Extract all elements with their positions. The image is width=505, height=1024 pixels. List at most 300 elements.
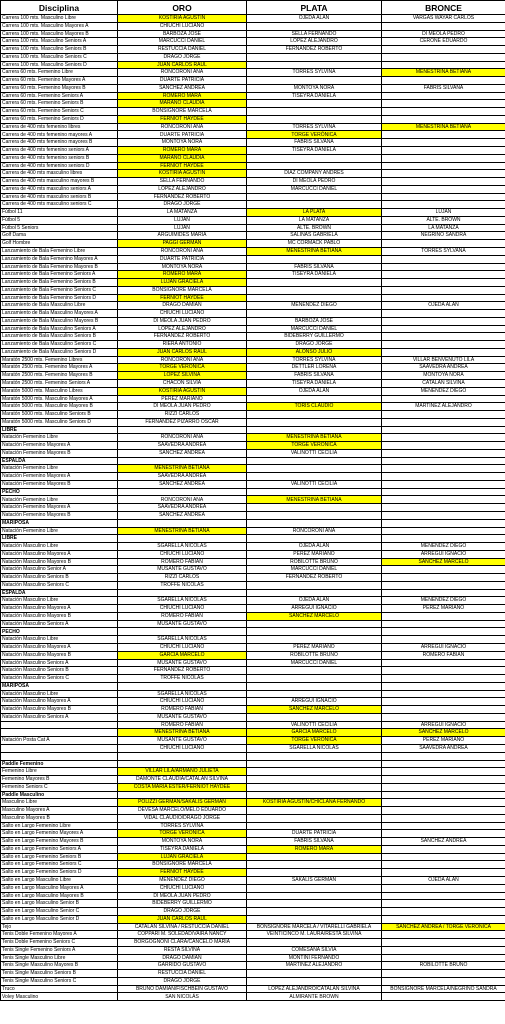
gold-cell: DI MEOLA JUAN PEDRO	[118, 403, 247, 411]
gold-cell	[118, 457, 247, 465]
gold-cell: DRAGO JORGE	[118, 977, 247, 985]
bronze-cell	[382, 690, 505, 698]
silver-cell: TISEYRA DANIELA	[247, 271, 382, 279]
discipline-cell: Lanzamiento de Bala Femenino Seniors C	[1, 286, 118, 294]
discipline-cell: Carrera 100 mts. Masculino Libre	[1, 15, 118, 23]
discipline-cell: Lanzamiento de Bala Masculino Mayores B	[1, 317, 118, 325]
discipline-cell: Carrera de 400 mts femenino seniors D	[1, 162, 118, 170]
discipline-cell: Salto en Largo Femenino Seniors B	[1, 853, 118, 861]
silver-cell: TISEYRA DANIELA	[247, 379, 382, 387]
gold-cell: KOSTIRIA AGUSTIN	[118, 387, 247, 395]
bronze-cell	[382, 333, 505, 341]
silver-cell	[247, 310, 382, 318]
silver-cell: MARCUCCI DANIEL	[247, 566, 382, 574]
silver-cell: ALTE. BROWN	[247, 224, 382, 232]
table-row	[1, 970, 505, 978]
table-row	[1, 69, 505, 77]
gold-cell: DRAGO DAMIÁN	[118, 954, 247, 962]
table-row	[1, 364, 505, 372]
silver-cell: VALINOTTI CECILIA	[247, 480, 382, 488]
silver-cell	[247, 418, 382, 426]
gold-cell: POLIZZI GERMÁN/SAKALIS GERMÁN	[118, 799, 247, 807]
discipline-cell: ESPALDA	[1, 589, 118, 597]
bronze-cell	[382, 861, 505, 869]
bronze-cell	[382, 822, 505, 830]
bronze-cell	[382, 154, 505, 162]
bronze-cell	[382, 201, 505, 209]
gold-cell: MARANO CLAUDIA	[118, 154, 247, 162]
bronze-cell	[382, 341, 505, 349]
gold-cell	[118, 760, 247, 768]
discipline-cell: Maratón 2500 mts. Femenino Mayores A	[1, 364, 118, 372]
gold-cell: ROMERO FABIÁN	[118, 706, 247, 714]
bronze-cell	[382, 535, 505, 543]
gold-cell: LUJÁN	[118, 216, 247, 224]
bronze-cell	[382, 667, 505, 675]
discipline-cell: Paddle Masculino	[1, 791, 118, 799]
table-row	[1, 853, 505, 861]
discipline-cell: Salto en Largo Masculino Libre	[1, 876, 118, 884]
bronze-cell: ARREGUI IGNACIO	[382, 644, 505, 652]
discipline-cell: Lanzamiento de Bala Femenino Mayores B	[1, 263, 118, 271]
gold-cell: FERNANDEZ PIZARRO OSCAR	[118, 418, 247, 426]
table-row	[1, 279, 505, 287]
table-row	[1, 255, 505, 263]
silver-cell	[247, 193, 382, 201]
silver-cell	[247, 636, 382, 644]
silver-cell: FERNANDEZ ROBERTO	[247, 574, 382, 582]
discipline-cell: Natación Femenino Libre	[1, 465, 118, 473]
gold-cell: MUSANTE GUSTAVO	[118, 737, 247, 745]
silver-cell	[247, 869, 382, 877]
gold-cell: LOPEZ ALEJANDRO	[118, 325, 247, 333]
table-row	[1, 612, 505, 620]
section-header-row	[1, 535, 505, 543]
table-row	[1, 333, 505, 341]
table-row	[1, 799, 505, 807]
discipline-cell: Carrera 100 mts. Masculino Seniors B	[1, 46, 118, 54]
discipline-cell: Maratón 2500 mts. Femenino Mayores B	[1, 372, 118, 380]
section-header-row	[1, 628, 505, 636]
header-bronze: BRONCE	[382, 1, 505, 15]
gold-cell: DRAGO JORGE	[118, 201, 247, 209]
silver-cell	[247, 682, 382, 690]
table-row	[1, 558, 505, 566]
table-row	[1, 108, 505, 116]
bronze-cell	[382, 115, 505, 123]
gold-cell: SANCHEZ ANDREA	[118, 512, 247, 520]
gold-cell	[118, 426, 247, 434]
table-row	[1, 822, 505, 830]
silver-cell: BONSIGNORE MARCELA / VITARELLI GABRIELA	[247, 923, 382, 931]
discipline-cell: PECHO	[1, 488, 118, 496]
silver-cell: MENESTRINA BETIANA	[247, 496, 382, 504]
bronze-cell	[382, 294, 505, 302]
bronze-cell	[382, 271, 505, 279]
silver-cell: SGARELLA NICOLÁS	[247, 744, 382, 752]
table-row	[1, 434, 505, 442]
bronze-cell	[382, 581, 505, 589]
bronze-cell	[382, 900, 505, 908]
gold-cell: SANCHEZ ANDREA	[118, 449, 247, 457]
discipline-cell: Tenis Doble Femenino Seniors C	[1, 939, 118, 947]
table-row	[1, 597, 505, 605]
gold-cell: FERNIOT HAYDEE	[118, 294, 247, 302]
discipline-cell: LIBRE	[1, 426, 118, 434]
silver-cell	[247, 791, 382, 799]
table-row	[1, 411, 505, 419]
silver-cell: TISEYRA DANIELA	[247, 92, 382, 100]
discipline-cell: Salto en Largo Femenino Mayores B	[1, 838, 118, 846]
table-row	[1, 768, 505, 776]
bronze-cell: SANCHEZ MARCELO	[382, 729, 505, 737]
silver-cell: MARTINEZ ALEJANDRO	[247, 962, 382, 970]
discipline-cell: Salto en Largo Masculino Senior B	[1, 900, 118, 908]
bronze-cell: LUJÁN	[382, 209, 505, 217]
silver-cell: DIAZ COMPANY ANDRÉS	[247, 170, 382, 178]
bronze-cell	[382, 480, 505, 488]
gold-cell: MONTOYA NORA	[118, 139, 247, 147]
table-row	[1, 892, 505, 900]
bronze-cell	[382, 442, 505, 450]
gold-cell: MUSANTE GUSTAVO	[118, 659, 247, 667]
bronze-cell	[382, 61, 505, 69]
discipline-cell: Tenis Single Masculino Seniors B	[1, 970, 118, 978]
discipline-cell: Natación Femenino Mayores A	[1, 442, 118, 450]
bronze-cell	[382, 791, 505, 799]
gold-cell: RESTA SILVINA	[118, 946, 247, 954]
silver-cell	[247, 884, 382, 892]
gold-cell	[118, 752, 247, 760]
gold-cell: BORGOGNONI CLARA/CANCELO MARÍA	[118, 939, 247, 947]
bronze-cell: ARREGUI IGNACIO	[382, 550, 505, 558]
table-row	[1, 310, 505, 318]
bronze-cell	[382, 512, 505, 520]
gold-cell: DAMONTE CLAUDIA/CATALAN SILVINA	[118, 776, 247, 784]
bronze-cell: MARTINEZ ALEJANDRO	[382, 403, 505, 411]
silver-cell	[247, 667, 382, 675]
bronze-cell	[382, 946, 505, 954]
gold-cell: DI MEOLA JUAN PEDRO	[118, 892, 247, 900]
silver-cell: DUARTE PATRICIA	[247, 830, 382, 838]
discipline-cell: Natación Masculino Seniors C	[1, 675, 118, 683]
bronze-cell	[382, 954, 505, 962]
gold-cell: TORGE VERÓNICA	[118, 830, 247, 838]
gold-cell	[118, 628, 247, 636]
discipline-cell: Carrera 60 mts. Femenino Libre	[1, 69, 118, 77]
discipline-cell: Maratón 5000 mts. Masculino Seniors D	[1, 418, 118, 426]
table-row	[1, 939, 505, 947]
discipline-cell: Natación Femenino Mayores A	[1, 473, 118, 481]
bronze-cell	[382, 574, 505, 582]
gold-cell: KOSTIRIA AGUSTIN	[118, 15, 247, 23]
gold-cell	[118, 488, 247, 496]
silver-cell	[247, 861, 382, 869]
discipline-cell: Lanzamiento de Bala Masculino Mayores A	[1, 310, 118, 318]
bronze-cell	[382, 139, 505, 147]
silver-cell: FABRIS SILVANA	[247, 838, 382, 846]
results-body	[1, 15, 505, 1001]
bronze-cell	[382, 504, 505, 512]
gold-cell: RONCORONI ANA	[118, 356, 247, 364]
bronze-cell	[382, 869, 505, 877]
discipline-cell	[1, 729, 118, 737]
discipline-cell: Tenis Single Femenino Seniors A	[1, 946, 118, 954]
bronze-cell	[382, 682, 505, 690]
discipline-cell: MARIPOSA	[1, 519, 118, 527]
gold-cell: MENESTRINA BETIANA	[118, 729, 247, 737]
gold-cell: DI MEOLA JUAN PEDRO	[118, 317, 247, 325]
gold-cell: ROMERO MARA	[118, 271, 247, 279]
table-row	[1, 170, 505, 178]
table-row	[1, 185, 505, 193]
bronze-cell: SAAVEDRA ANDREA	[382, 744, 505, 752]
gold-cell: DRAGO JORGE	[118, 908, 247, 916]
discipline-cell: Tenis Single Masculino Seniors C	[1, 977, 118, 985]
discipline-cell: Carrera 100 mts. Masculino Seniors C	[1, 53, 118, 61]
bronze-cell: MENENDEZ DIEGO	[382, 387, 505, 395]
silver-cell: OJEDA ALAN	[247, 543, 382, 551]
silver-cell	[247, 512, 382, 520]
bronze-cell	[382, 92, 505, 100]
bronze-cell	[382, 589, 505, 597]
gold-cell: JUAN CARLOS RAUL	[118, 915, 247, 923]
silver-cell: DETTLER LORENA	[247, 364, 382, 372]
discipline-cell: Salto en Largo Femenino Mayores A	[1, 830, 118, 838]
table-row	[1, 651, 505, 659]
discipline-cell: Salto en Largo Femenino Seniors A	[1, 845, 118, 853]
silver-cell	[247, 100, 382, 108]
bronze-cell: OJEDA ALAN	[382, 302, 505, 310]
table-row	[1, 147, 505, 155]
gold-cell: MARCUCCI DANIEL	[118, 38, 247, 46]
discipline-cell: Carrera de 400 mts masculino seniors B	[1, 193, 118, 201]
table-row	[1, 706, 505, 714]
discipline-cell: Masculino Mayores B	[1, 814, 118, 822]
discipline-cell: Carrera de 400 mts masculino libres	[1, 170, 118, 178]
discipline-cell: Lanzamiento de Bala Masculino Seniors A	[1, 325, 118, 333]
table-row	[1, 690, 505, 698]
gold-cell: TROFFE NICOLÁS	[118, 675, 247, 683]
silver-cell	[247, 395, 382, 403]
silver-cell: TORGE VERÓNICA	[247, 131, 382, 139]
bronze-cell	[382, 776, 505, 784]
table-row	[1, 884, 505, 892]
discipline-cell: Natación Femenino Mayores A	[1, 504, 118, 512]
silver-cell: MENESTRINA BETIANA	[247, 247, 382, 255]
gold-cell: CATALAN SILVINA / RESTUCCIA DANIEL	[118, 923, 247, 931]
gold-cell: GARRIDO GUSTAVO	[118, 962, 247, 970]
table-row	[1, 721, 505, 729]
discipline-cell: Fútbol 5 Seniors	[1, 224, 118, 232]
table-row	[1, 240, 505, 248]
bronze-cell	[382, 395, 505, 403]
discipline-cell: Masculino Libre	[1, 799, 118, 807]
table-row	[1, 22, 505, 30]
discipline-cell: Natación Femenino Mayores B	[1, 480, 118, 488]
table-row	[1, 442, 505, 450]
gold-cell: COPPARI M. SOLEDAD/VAIRA NANCY	[118, 931, 247, 939]
bronze-cell	[382, 434, 505, 442]
gold-cell: ARGUIMIDES MARÍA	[118, 232, 247, 240]
silver-cell	[247, 760, 382, 768]
table-row	[1, 993, 505, 1001]
gold-cell: MARANO CLAUDIA	[118, 100, 247, 108]
bronze-cell	[382, 713, 505, 721]
discipline-cell: Natación Masculino Seniors C	[1, 581, 118, 589]
table-row	[1, 838, 505, 846]
silver-cell	[247, 581, 382, 589]
silver-cell	[247, 900, 382, 908]
bronze-cell	[382, 465, 505, 473]
silver-cell: SAKALIS GERMÁN	[247, 876, 382, 884]
silver-cell	[247, 589, 382, 597]
bronze-cell: MENESTRINA BETIANA	[382, 123, 505, 131]
discipline-cell: Carrera de 400 mts masculino seniors C	[1, 201, 118, 209]
bronze-cell: FABRIS SILVANA	[382, 84, 505, 92]
gold-cell: CHACÓN SILVIA	[118, 379, 247, 387]
bronze-cell	[382, 636, 505, 644]
section-header-row	[1, 426, 505, 434]
silver-cell: OJEDA ALAN	[247, 15, 382, 23]
bronze-cell	[382, 659, 505, 667]
gold-cell: PEREZ MARIANO	[118, 395, 247, 403]
header-discipline: Disciplina	[1, 1, 118, 15]
bronze-cell	[382, 317, 505, 325]
gold-cell: RONCORONI ANA	[118, 434, 247, 442]
bronze-cell: VARGAS WAYAR CARLOS	[382, 15, 505, 23]
silver-cell	[247, 473, 382, 481]
bronze-cell: PEREZ MARIANO	[382, 737, 505, 745]
table-row	[1, 325, 505, 333]
table-row	[1, 302, 505, 310]
bronze-cell: TORRES SYLVANA	[382, 247, 505, 255]
gold-cell: SGARELLA NICOLÁS	[118, 636, 247, 644]
discipline-cell: Natación Femenino Libre	[1, 434, 118, 442]
table-row	[1, 504, 505, 512]
table-row	[1, 232, 505, 240]
table-row	[1, 46, 505, 54]
discipline-cell: Tenis Single Masculino Libre	[1, 954, 118, 962]
bronze-cell	[382, 799, 505, 807]
table-row	[1, 977, 505, 985]
bronze-cell	[382, 496, 505, 504]
discipline-cell: Salto en Largo Masculino Mayores B	[1, 892, 118, 900]
table-row	[1, 294, 505, 302]
bronze-cell: VILLAR BENVENUTO LILA	[382, 356, 505, 364]
table-row	[1, 131, 505, 139]
silver-cell	[247, 294, 382, 302]
silver-cell	[247, 822, 382, 830]
bronze-cell	[382, 628, 505, 636]
bronze-cell	[382, 22, 505, 30]
silver-cell: LA MATANZA	[247, 216, 382, 224]
table-row	[1, 341, 505, 349]
bronze-cell	[382, 698, 505, 706]
bronze-cell	[382, 915, 505, 923]
discipline-cell: Femenino Mayores B	[1, 776, 118, 784]
gold-cell: FERNANDEZ ROBERTO	[118, 333, 247, 341]
discipline-cell: Voley Masculino	[1, 993, 118, 1001]
gold-cell: CHIUCHI LUCIANO	[118, 644, 247, 652]
table-row	[1, 38, 505, 46]
table-row	[1, 162, 505, 170]
silver-cell: TORRES SYLVINA	[247, 69, 382, 77]
gold-cell: RESTUCCIA DANIEL	[118, 46, 247, 54]
gold-cell: TORRES SYLVINA	[118, 822, 247, 830]
silver-cell	[247, 970, 382, 978]
silver-cell: ARREGUI IGNACIO	[247, 698, 382, 706]
discipline-cell: Natación Masculino Mayores A	[1, 550, 118, 558]
silver-cell	[247, 675, 382, 683]
discipline-cell: Carrera de 400 mts femenino mayores B	[1, 139, 118, 147]
table-row	[1, 286, 505, 294]
silver-cell	[247, 77, 382, 85]
discipline-cell: Natación Masculino Seniors A	[1, 713, 118, 721]
silver-cell: MENESTRINA BETIANA	[247, 434, 382, 442]
bronze-cell	[382, 449, 505, 457]
table-row	[1, 115, 505, 123]
gold-cell: FERNANDEZ ROBERTO	[118, 667, 247, 675]
silver-cell	[247, 279, 382, 287]
bronze-cell	[382, 908, 505, 916]
silver-cell: TORGE VERÓNICA	[247, 737, 382, 745]
bronze-cell: CATALAN SILVINA	[382, 379, 505, 387]
gold-cell: SAAVEDRA ANDREA	[118, 473, 247, 481]
silver-cell	[247, 201, 382, 209]
discipline-cell: Lanzamiento de Bala Femenino Mayores A	[1, 255, 118, 263]
bronze-cell: BONSIGNORE MARCELA/NEGRINO SANDRA	[382, 985, 505, 993]
bronze-cell	[382, 473, 505, 481]
discipline-cell: Carrera de 400 mts femenino seniors B	[1, 154, 118, 162]
bronze-cell	[382, 53, 505, 61]
discipline-cell: Natación Masculino Seniors B	[1, 667, 118, 675]
bronze-cell	[382, 970, 505, 978]
gold-cell: DUARTE PATRICIA	[118, 255, 247, 263]
discipline-cell: Natación Masculino Mayores B	[1, 706, 118, 714]
table-row	[1, 814, 505, 822]
gold-cell: TORGE VERÓNICA	[118, 364, 247, 372]
discipline-cell: Carrera de 400 mts femenino mayores A	[1, 131, 118, 139]
gold-cell: CHIUCHI LUCIANO	[118, 550, 247, 558]
gold-cell: SGARELLA NICOLÁS	[118, 690, 247, 698]
silver-cell	[247, 22, 382, 30]
gold-cell: SAAVEDRA ANDREA	[118, 504, 247, 512]
silver-cell: LA PLATA	[247, 209, 382, 217]
discipline-cell: Lanzamiento de Bala Masculino Seniors B	[1, 333, 118, 341]
bronze-cell	[382, 706, 505, 714]
table-row	[1, 480, 505, 488]
bronze-cell: LA MATANZA	[382, 224, 505, 232]
discipline-cell: Carrera de 400 mts masculino mayores B	[1, 178, 118, 186]
gold-cell: MENENDEZ DIEGO	[118, 876, 247, 884]
table-row	[1, 923, 505, 931]
table-row	[1, 675, 505, 683]
gold-cell: COSTA MARIA ESTER/FERNIOT HAYDEE	[118, 783, 247, 791]
gold-cell: LOPEZ SILVINA	[118, 372, 247, 380]
discipline-cell: Lanzamiento de Bala Femenino Seniors D	[1, 294, 118, 302]
gold-cell: DUARTE PATRICIA	[118, 77, 247, 85]
silver-cell	[247, 892, 382, 900]
silver-cell	[247, 411, 382, 419]
gold-cell: RONCORONI ANA	[118, 123, 247, 131]
gold-cell	[118, 519, 247, 527]
gold-cell: MONTOYA NORA	[118, 263, 247, 271]
silver-cell	[247, 457, 382, 465]
gold-cell: MENESTRINA BETIANA	[118, 527, 247, 535]
silver-cell: ARREGUI IGNACIO	[247, 605, 382, 613]
silver-cell: SELLA FERNANDO	[247, 30, 382, 38]
